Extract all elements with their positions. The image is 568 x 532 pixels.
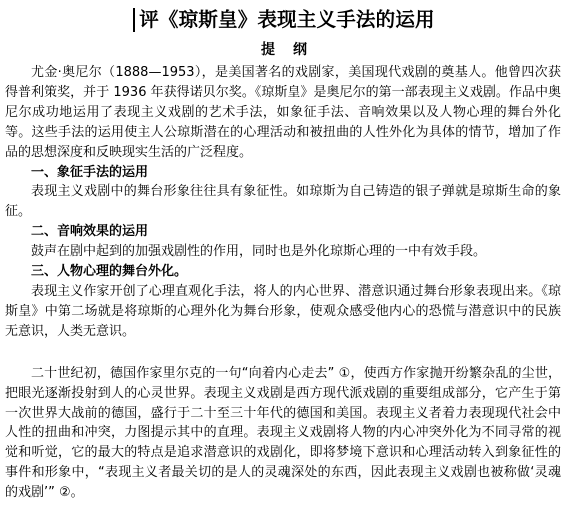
- section-text-symbolism: 表现主义戏剧中的舞台形象往往具有象征性。如琼斯为自己铸造的银子弹就是琼斯生命的象征。: [5, 184, 561, 220]
- text-cursor: [133, 8, 135, 32]
- title-area: [0, 2, 568, 38]
- intro-paragraph: 尤金·奥尼尔（1888—1953），是美国著名的戏剧家，美国现代戏剧的奠基人。他曾四次获得普利策奖，并于 1936 年获得诺贝尔奖。《琼斯皇》是奥尼尔的第一部表现主义戏剧。作品中奥尼尔成功地运用了表现主义戏剧的艺术手法，如象征手法、音响效果以及人物心理的舞台外化等。这些手法的运用使主人公琼斯潜在的心理活动和被扭曲的人性外化为具体的情节，增加了作品的思想深度和反映现实生活的广泛程度。: [5, 65, 561, 160]
- abstract-heading: 提纲: [261, 42, 325, 58]
- section-text-psychology: 表现主义作家开创了心理直观化手法，将人的内心世界、潜意识通过舞台形象表现出来。《琼斯皇》中第二场就是将琼斯的心理外化为舞台形象，使观众感受他内心的恐慌与潜意识中的民族无意识，人类无意识。: [5, 283, 561, 339]
- document-title: [133, 2, 435, 38]
- document-body: [5, 63, 561, 503]
- paragraph-spacer: [5, 342, 561, 364]
- section-heading-sound: 二、音响效果的运用: [31, 224, 149, 240]
- section-heading-psychology: 三、人物心理的舞台外化。: [31, 264, 188, 280]
- document-title-text: 评《琼斯皇》表现主义手法的运用: [139, 8, 435, 31]
- section-heading-symbolism: 一、象征手法的运用: [31, 164, 149, 180]
- main-paragraph: 二十世纪初，德国作家里尔克的一句“向着内心走去” ①，使西方作家抛开纷繁杂乱的尘世，把眼光逐渐投射到人的心灵世界。表现主义戏剧是西方现代派戏剧的重要组成部分，它产生于第一次世界大战前的德国，盛行于二十至三十年代的德国和美国。表现主义者着力表现现代社会中人性的扭曲和冲突，力图提示其中的直理。表现主义戏剧将人物的内心冲突外化为不同寻常的视觉和听觉，它的最大的特点是追求潜意识的戏剧化，即将梦境下意识和心理活动转入到象征性的事件和形象中，“表现主义者最关切的是人的灵魂深处的东西，因此表现主义戏剧也被称做‘灵魂的戏剧’” ②。: [5, 365, 561, 501]
- section-text-sound: 鼓声在剧中起到的加强戏剧性的作用，同时也是外化琼斯心理的一中有效手段。: [31, 244, 487, 260]
